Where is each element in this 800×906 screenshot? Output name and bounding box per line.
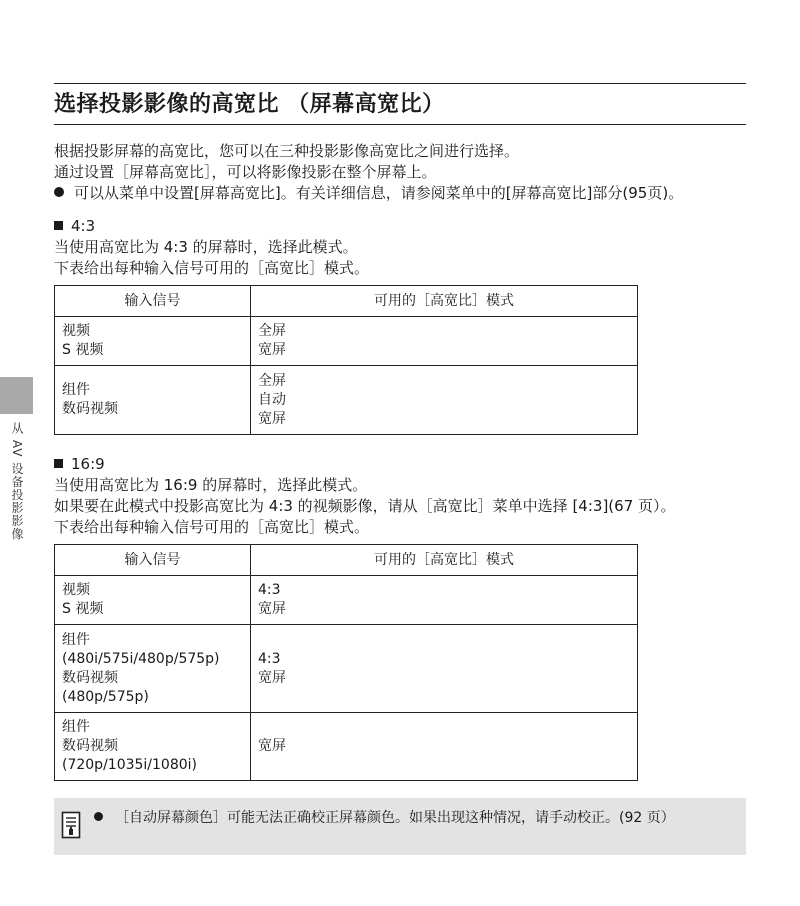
mode-item: 宽屏 xyxy=(258,342,286,358)
table-row xyxy=(55,625,638,713)
note-box xyxy=(54,798,746,855)
signal-item: 视频 xyxy=(62,323,90,339)
modes-cell xyxy=(251,317,638,366)
intro-line: 根据投影屏幕的高宽比，您可以在三种投影影像高宽比之间进行选择。 xyxy=(54,142,520,160)
signal-cell xyxy=(55,317,251,366)
section-line: 下表给出每种输入信号可用的［高宽比］模式。 xyxy=(54,518,370,536)
modes-cell xyxy=(251,625,638,713)
table-row xyxy=(55,317,638,366)
table-row xyxy=(55,576,638,625)
mode-item: 宽屏 xyxy=(258,410,286,427)
note-text xyxy=(94,808,675,828)
section-16-9 xyxy=(54,454,676,538)
intro-block xyxy=(54,141,683,204)
aspect-table-16-9 xyxy=(54,544,638,781)
chapter-label: 从 AV 设备投影影像 xyxy=(10,422,24,541)
intro-line: 通过设置［屏幕高宽比］，可以将影像投影在整个屏幕上。 xyxy=(54,163,437,181)
chapter-tab xyxy=(0,377,33,414)
signal-item: S 视频 xyxy=(62,601,104,617)
signal-cell xyxy=(55,625,251,713)
header-modes: 可用的［高宽比］模式 xyxy=(251,286,638,317)
mode-item: 4:3 xyxy=(258,650,281,667)
note-text-content: ［自动屏幕颜色］可能无法正确校正屏幕颜色。如果出现这种情况，请手动校正。(92 页） xyxy=(115,810,675,826)
section-heading xyxy=(54,216,369,237)
signal-item: 数码视频 xyxy=(62,401,118,417)
header-input-signal: 输入信号 xyxy=(55,286,251,317)
section-heading-text: 4:3 xyxy=(71,217,96,235)
signal-item: (480i/575i/480p/575p) xyxy=(62,650,220,667)
modes-cell xyxy=(251,366,638,435)
section-line: 当使用高宽比为 4:3 的屏幕时，选择此模式。 xyxy=(54,238,358,256)
table-row xyxy=(55,713,638,781)
mode-item: 4:3 xyxy=(258,582,281,598)
aspect-table-4-3 xyxy=(54,285,638,435)
square-bullet-icon xyxy=(54,221,63,230)
table-row xyxy=(55,366,638,435)
signal-cell xyxy=(55,366,251,435)
title-top-rule xyxy=(54,83,746,84)
title-bottom-rule xyxy=(54,124,746,125)
header-modes: 可用的［高宽比］模式 xyxy=(251,545,638,576)
signal-cell xyxy=(55,576,251,625)
section-4-3 xyxy=(54,216,369,279)
section-line: 如果要在此模式中投影高宽比为 4:3 的视频影像，请从［高宽比］菜单中选择 [4:3](67 页）。 xyxy=(54,497,676,515)
table-header-row xyxy=(55,545,638,576)
bullet-icon xyxy=(54,187,64,197)
signal-item: 数码视频 xyxy=(62,669,118,686)
section-heading-text: 16:9 xyxy=(71,455,105,473)
mode-item: 宽屏 xyxy=(258,669,286,686)
signal-cell xyxy=(55,713,251,781)
header-input-signal: 输入信号 xyxy=(55,545,251,576)
signal-item: (720p/1035i/1080i) xyxy=(62,757,198,773)
square-bullet-icon xyxy=(54,459,63,468)
section-line: 下表给出每种输入信号可用的［高宽比］模式。 xyxy=(54,259,370,277)
intro-bullet-text: 可以从菜单中设置[屏幕高宽比]。有关详细信息，请参阅菜单中的[屏幕高宽比]部分(95页)。 xyxy=(74,184,684,202)
mode-item: 全屏 xyxy=(258,372,286,389)
memo-icon xyxy=(61,811,81,839)
signal-item: 组件 xyxy=(62,719,90,735)
intro-bullet xyxy=(54,183,683,204)
section-line: 当使用高宽比为 16:9 的屏幕时，选择此模式。 xyxy=(54,476,368,494)
signal-item: 数码视频 xyxy=(62,738,118,754)
signal-item: S 视频 xyxy=(62,342,104,358)
signal-item: 视频 xyxy=(62,582,90,598)
mode-item: 宽屏 xyxy=(258,738,286,754)
signal-item: 组件 xyxy=(62,631,90,648)
modes-cell xyxy=(251,713,638,781)
bullet-icon xyxy=(94,812,103,821)
table-header-row xyxy=(55,286,638,317)
mode-item: 全屏 xyxy=(258,323,286,339)
signal-item: 组件 xyxy=(62,382,90,398)
signal-item: (480p/575p) xyxy=(62,688,149,705)
mode-item: 自动 xyxy=(258,391,286,408)
modes-cell xyxy=(251,576,638,625)
section-heading xyxy=(54,454,676,475)
page-title: 选择投影影像的高宽比 （屏幕高宽比） xyxy=(54,92,445,117)
mode-item: 宽屏 xyxy=(258,601,286,617)
